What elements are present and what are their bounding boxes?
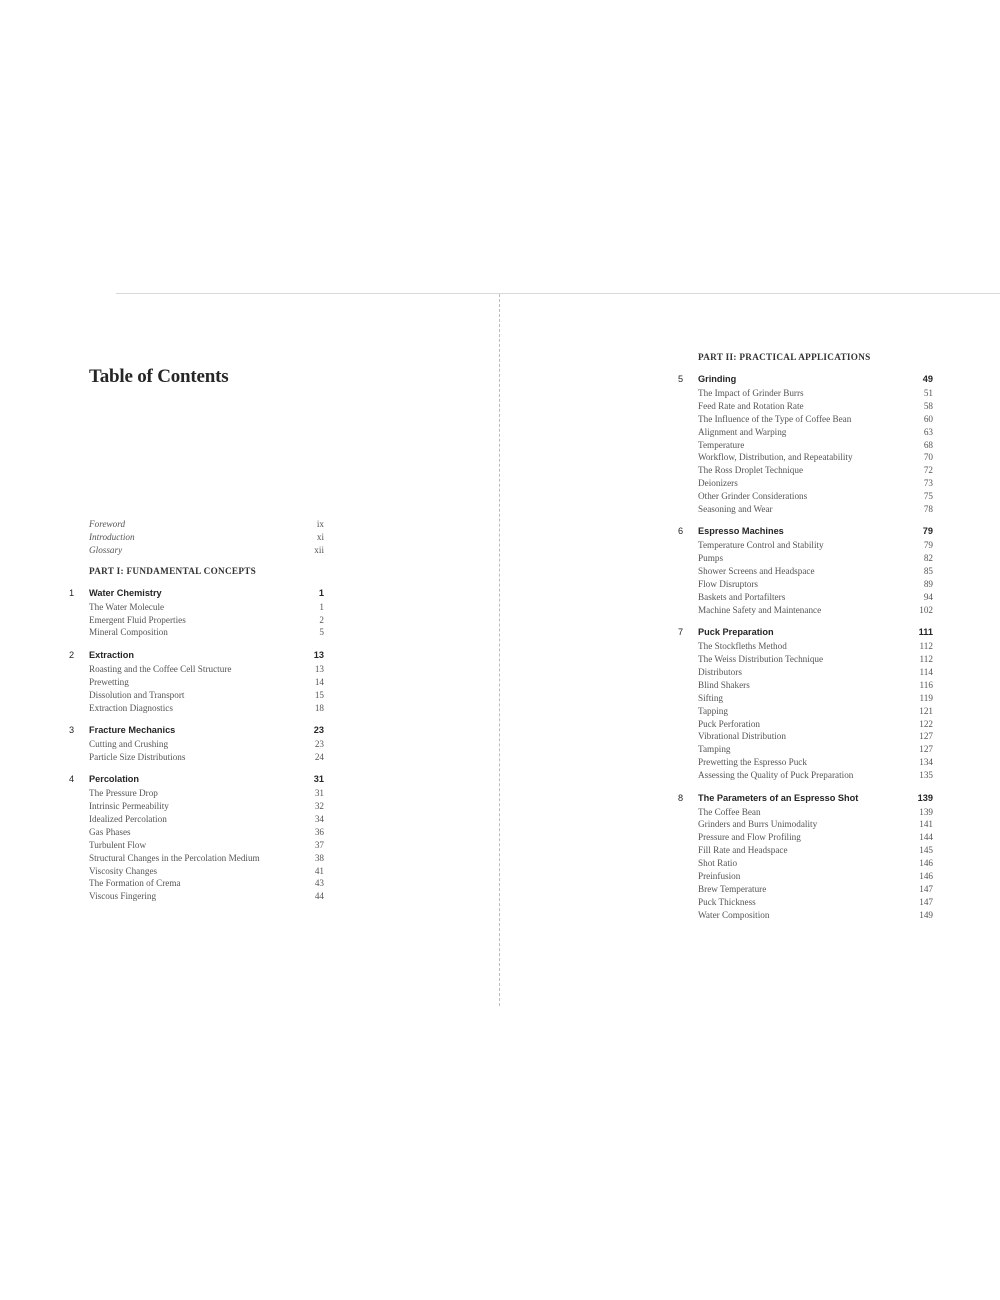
section-title: The Ross Droplet Technique (698, 465, 804, 476)
section-entry[interactable] (698, 896, 933, 909)
section-entry[interactable] (89, 826, 324, 839)
section-title: The Formation of Crema (89, 878, 181, 889)
chapter-title: The Parameters of an Espresso Shot (698, 792, 859, 803)
section-entry[interactable] (89, 839, 324, 852)
section-page-number: 23 (314, 738, 324, 749)
chapter-page-number: 111 (918, 627, 933, 638)
section-title: Pressure and Flow Profiling (698, 832, 801, 843)
section-title: Viscosity Changes (89, 865, 158, 876)
section-title: Other Grinder Considerations (698, 491, 808, 502)
section-entry[interactable] (698, 439, 933, 452)
section-entry[interactable] (89, 676, 324, 689)
section-title: The Stockfleths Method (698, 641, 787, 652)
entry-page-number: ix (316, 519, 324, 529)
section-entry[interactable] (89, 689, 324, 702)
section-entry[interactable] (89, 787, 324, 800)
section-entry[interactable] (698, 806, 933, 819)
section-entry[interactable] (698, 552, 933, 565)
section-entry[interactable] (698, 539, 933, 552)
chapter-title: Fracture Mechanics (89, 724, 176, 735)
section-entry[interactable] (698, 604, 933, 617)
section-entry[interactable] (698, 653, 933, 666)
section-title: Pumps (698, 553, 724, 564)
section-entry[interactable] (89, 601, 324, 614)
section-page-number: 73 (923, 478, 933, 489)
section-page-number: 36 (314, 826, 324, 837)
section-page-number: 121 (919, 705, 933, 716)
section-entry[interactable] (698, 831, 933, 844)
chapter-title: Water Chemistry (89, 587, 162, 598)
section-page-number: 127 (919, 731, 933, 742)
section-title: Seasoning and Wear (698, 504, 773, 515)
section-entry[interactable] (89, 626, 324, 639)
section-title: Fill Rate and Headspace (698, 845, 788, 856)
section-title: Viscous Fingering (89, 891, 157, 902)
section-entry[interactable] (698, 692, 933, 705)
section-title: Grinders and Burrs Unimodality (698, 819, 818, 830)
section-title: Structural Changes in the Percolation Medium (89, 852, 260, 863)
chapter-block (69, 772, 324, 903)
page-top-rule (116, 293, 1000, 294)
section-page-number: 112 (919, 654, 933, 665)
section-title: Puck Perforation (698, 718, 761, 729)
chapter-number: 1 (69, 587, 75, 598)
section-entry[interactable] (89, 865, 324, 878)
section-page-number: 94 (923, 591, 933, 602)
section-entry[interactable] (89, 800, 324, 813)
section-entry[interactable] (698, 591, 933, 604)
section-page-number: 63 (923, 426, 933, 437)
front-matter-list (89, 518, 324, 557)
section-page-number: 122 (919, 718, 933, 729)
section-page-number: 38 (314, 852, 324, 863)
section-page-number: 34 (314, 813, 324, 824)
part-2-chapters (678, 372, 933, 922)
chapter-entry[interactable] (69, 648, 324, 662)
section-entry[interactable] (698, 818, 933, 831)
section-entry[interactable] (89, 738, 324, 751)
section-entry[interactable] (698, 718, 933, 731)
section-entry[interactable] (89, 852, 324, 865)
section-page-number: 44 (314, 891, 324, 902)
section-title: Cutting and Crushing (89, 738, 169, 749)
section-title: Tamping (698, 744, 731, 755)
section-entry[interactable] (89, 702, 324, 715)
section-entry[interactable] (698, 640, 933, 653)
chapter-block (678, 372, 933, 516)
section-entry[interactable] (698, 464, 933, 477)
chapter-number: 2 (69, 649, 75, 660)
section-page-number: 144 (919, 832, 933, 843)
section-entry[interactable] (698, 400, 933, 413)
entry-page-number: xi (316, 531, 324, 542)
section-page-number: 145 (919, 845, 933, 856)
chapter-block (678, 791, 933, 922)
part-heading: PART II: PRACTICAL APPLICATIONS (698, 352, 871, 362)
chapter-block (678, 625, 933, 782)
section-page-number: 146 (919, 858, 933, 869)
section-page-number: 51 (923, 388, 933, 398)
section-entry[interactable] (698, 883, 933, 896)
section-title: Dissolution and Transport (89, 689, 185, 700)
section-page-number: 146 (919, 871, 933, 881)
section-entry[interactable] (698, 490, 933, 503)
section-title: Shower Screens and Headspace (698, 566, 815, 577)
section-title: The Weiss Distribution Technique (698, 654, 824, 665)
section-page-number: 60 (923, 413, 933, 424)
chapter-number: 7 (678, 627, 684, 638)
chapter-title: Espresso Machines (698, 526, 784, 537)
section-title: Alignment and Warping (698, 426, 787, 437)
section-entry[interactable] (698, 679, 933, 692)
section-entry[interactable] (698, 857, 933, 870)
section-page-number: 72 (923, 465, 933, 476)
chapter-block (678, 524, 933, 616)
section-entry[interactable] (89, 751, 324, 764)
toc-left-page (69, 518, 324, 912)
chapter-title: Extraction (89, 649, 134, 660)
chapter-title: Percolation (89, 774, 140, 785)
section-title: Assessing the Quality of Puck Preparation (698, 770, 854, 781)
section-title: Baskets and Portafilters (698, 591, 786, 602)
section-entry[interactable] (698, 756, 933, 769)
chapter-number: 5 (678, 374, 684, 384)
section-page-number: 116 (919, 679, 933, 690)
section-page-number: 18 (314, 702, 324, 713)
section-entry[interactable] (698, 743, 933, 756)
section-page-number: 41 (314, 865, 324, 876)
section-title: The Impact of Grinder Burrs (698, 388, 804, 398)
section-title: Brew Temperature (698, 883, 767, 894)
entry-title: Glossary (89, 544, 123, 555)
section-entry[interactable] (698, 769, 933, 782)
chapter-page-number: 31 (313, 774, 324, 785)
chapter-page-number: 23 (313, 724, 324, 735)
section-title: Turbulent Flow (89, 839, 147, 850)
section-title: Mineral Composition (89, 627, 168, 638)
entry-title: Foreword (89, 519, 126, 529)
section-page-number: 85 (923, 566, 933, 577)
section-entry[interactable] (89, 663, 324, 676)
entry-title: Introduction (89, 531, 135, 542)
section-page-number: 75 (923, 491, 933, 502)
section-title: Tapping (698, 705, 728, 716)
chapter-entry[interactable] (678, 372, 933, 386)
section-page-number: 149 (919, 909, 933, 920)
section-entry[interactable] (698, 565, 933, 578)
front-matter-entry[interactable] (89, 518, 324, 531)
section-page-number: 37 (314, 839, 324, 850)
section-entry[interactable] (89, 877, 324, 890)
chapter-number: 8 (678, 792, 684, 803)
section-title: Flow Disruptors (698, 579, 758, 590)
chapter-number: 3 (69, 724, 75, 735)
section-page-number: 2 (319, 614, 324, 625)
section-entry[interactable] (698, 730, 933, 743)
section-page-number: 147 (919, 883, 933, 894)
section-title: Shot Ratio (698, 858, 738, 869)
section-title: The Influence of the Type of Coffee Bean (698, 413, 852, 424)
chapter-title: Puck Preparation (698, 627, 774, 638)
section-page-number: 14 (314, 676, 324, 687)
section-page-number: 135 (919, 770, 933, 781)
chapter-block (69, 723, 324, 764)
section-title: Water Composition (698, 909, 770, 920)
section-page-number: 147 (919, 896, 933, 907)
section-page-number: 13 (314, 663, 324, 674)
section-page-number: 89 (923, 579, 933, 590)
section-page-number: 43 (314, 878, 324, 889)
section-page-number: 119 (919, 692, 933, 703)
section-entry[interactable] (698, 870, 933, 883)
chapter-number: 6 (678, 526, 684, 537)
section-page-number: 68 (923, 439, 933, 450)
section-page-number: 82 (923, 553, 933, 564)
section-page-number: 134 (919, 757, 933, 768)
section-entry[interactable] (698, 666, 933, 679)
chapter-entry[interactable] (678, 524, 933, 538)
section-entry[interactable] (698, 705, 933, 718)
chapter-page-number: 139 (917, 792, 933, 803)
front-matter-entry[interactable] (89, 544, 324, 557)
chapter-page-number: 49 (922, 374, 933, 384)
section-page-number: 1 (319, 601, 324, 612)
section-page-number: 32 (314, 801, 324, 812)
section-title: Temperature (698, 439, 745, 450)
section-page-number: 15 (314, 689, 324, 700)
section-page-number: 58 (923, 400, 933, 411)
section-entry[interactable] (698, 426, 933, 439)
page-title: Table of Contents (89, 366, 229, 387)
section-title: Puck Thickness (698, 896, 756, 907)
section-title: Distributors (698, 667, 742, 678)
entry-page-number: xii (314, 544, 324, 555)
section-page-number: 139 (919, 806, 933, 817)
section-page-number: 78 (923, 504, 933, 515)
section-title: Blind Shakers (698, 679, 750, 690)
section-entry[interactable] (89, 813, 324, 826)
section-page-number: 79 (923, 540, 933, 551)
section-page-number: 102 (919, 604, 933, 615)
section-title: Temperature Control and Stability (698, 540, 824, 551)
section-title: Gas Phases (89, 826, 131, 837)
chapter-entry[interactable] (69, 772, 324, 786)
chapter-title: Grinding (698, 374, 737, 384)
section-page-number: 70 (923, 452, 933, 463)
section-title: Prewetting the Espresso Puck (698, 757, 807, 768)
section-title: Sifting (698, 692, 724, 703)
section-title: Feed Rate and Rotation Rate (698, 400, 804, 411)
section-title: Preinfusion (698, 871, 741, 881)
section-entry[interactable] (698, 387, 933, 400)
section-page-number: 127 (919, 744, 933, 755)
chapter-entry[interactable] (678, 625, 933, 639)
section-entry[interactable] (89, 890, 324, 903)
chapter-page-number: 13 (313, 649, 324, 660)
section-title: Prewetting (89, 676, 129, 687)
section-title: The Water Molecule (89, 601, 165, 612)
front-matter-entry[interactable] (89, 531, 324, 544)
section-page-number: 5 (319, 627, 324, 638)
chapter-block (69, 648, 324, 715)
chapter-page-number: 79 (922, 526, 933, 537)
chapter-block (69, 586, 324, 640)
chapter-entry[interactable] (69, 723, 324, 737)
section-title: Particle Size Distributions (89, 751, 186, 762)
page-spine-divider (499, 294, 500, 1006)
section-page-number: 112 (919, 641, 933, 652)
section-title: Vibrational Distribution (698, 731, 786, 742)
chapter-page-number: 1 (318, 587, 324, 598)
section-entry[interactable] (698, 578, 933, 591)
section-page-number: 141 (919, 819, 933, 830)
section-title: Emergent Fluid Properties (89, 614, 186, 625)
section-title: Extraction Diagnostics (89, 702, 173, 713)
chapter-entry[interactable] (69, 586, 324, 600)
section-title: The Pressure Drop (89, 788, 158, 799)
section-title: Deionizers (698, 478, 738, 489)
chapter-number: 4 (69, 774, 75, 785)
section-page-number: 24 (314, 751, 324, 762)
section-entry[interactable] (698, 503, 933, 516)
section-page-number: 114 (919, 667, 933, 678)
part-1-chapters (69, 586, 324, 904)
section-title: Workflow, Distribution, and Repeatability (698, 452, 853, 463)
section-title: Roasting and the Coffee Cell Structure (89, 663, 232, 674)
toc-right-page (678, 351, 933, 930)
section-page-number: 31 (314, 788, 324, 799)
section-title: Intrinsic Permeability (89, 801, 169, 812)
section-entry[interactable] (698, 451, 933, 464)
part-heading: PART I: FUNDAMENTAL CONCEPTS (89, 565, 257, 576)
section-title: Idealized Percolation (89, 813, 167, 824)
section-entry[interactable] (698, 413, 933, 426)
section-entry[interactable] (698, 844, 933, 857)
chapter-entry[interactable] (678, 791, 933, 805)
section-title: The Coffee Bean (698, 806, 761, 817)
section-title: Machine Safety and Maintenance (698, 604, 822, 615)
section-entry[interactable] (698, 909, 933, 922)
section-entry[interactable] (698, 477, 933, 490)
section-entry[interactable] (89, 614, 324, 627)
